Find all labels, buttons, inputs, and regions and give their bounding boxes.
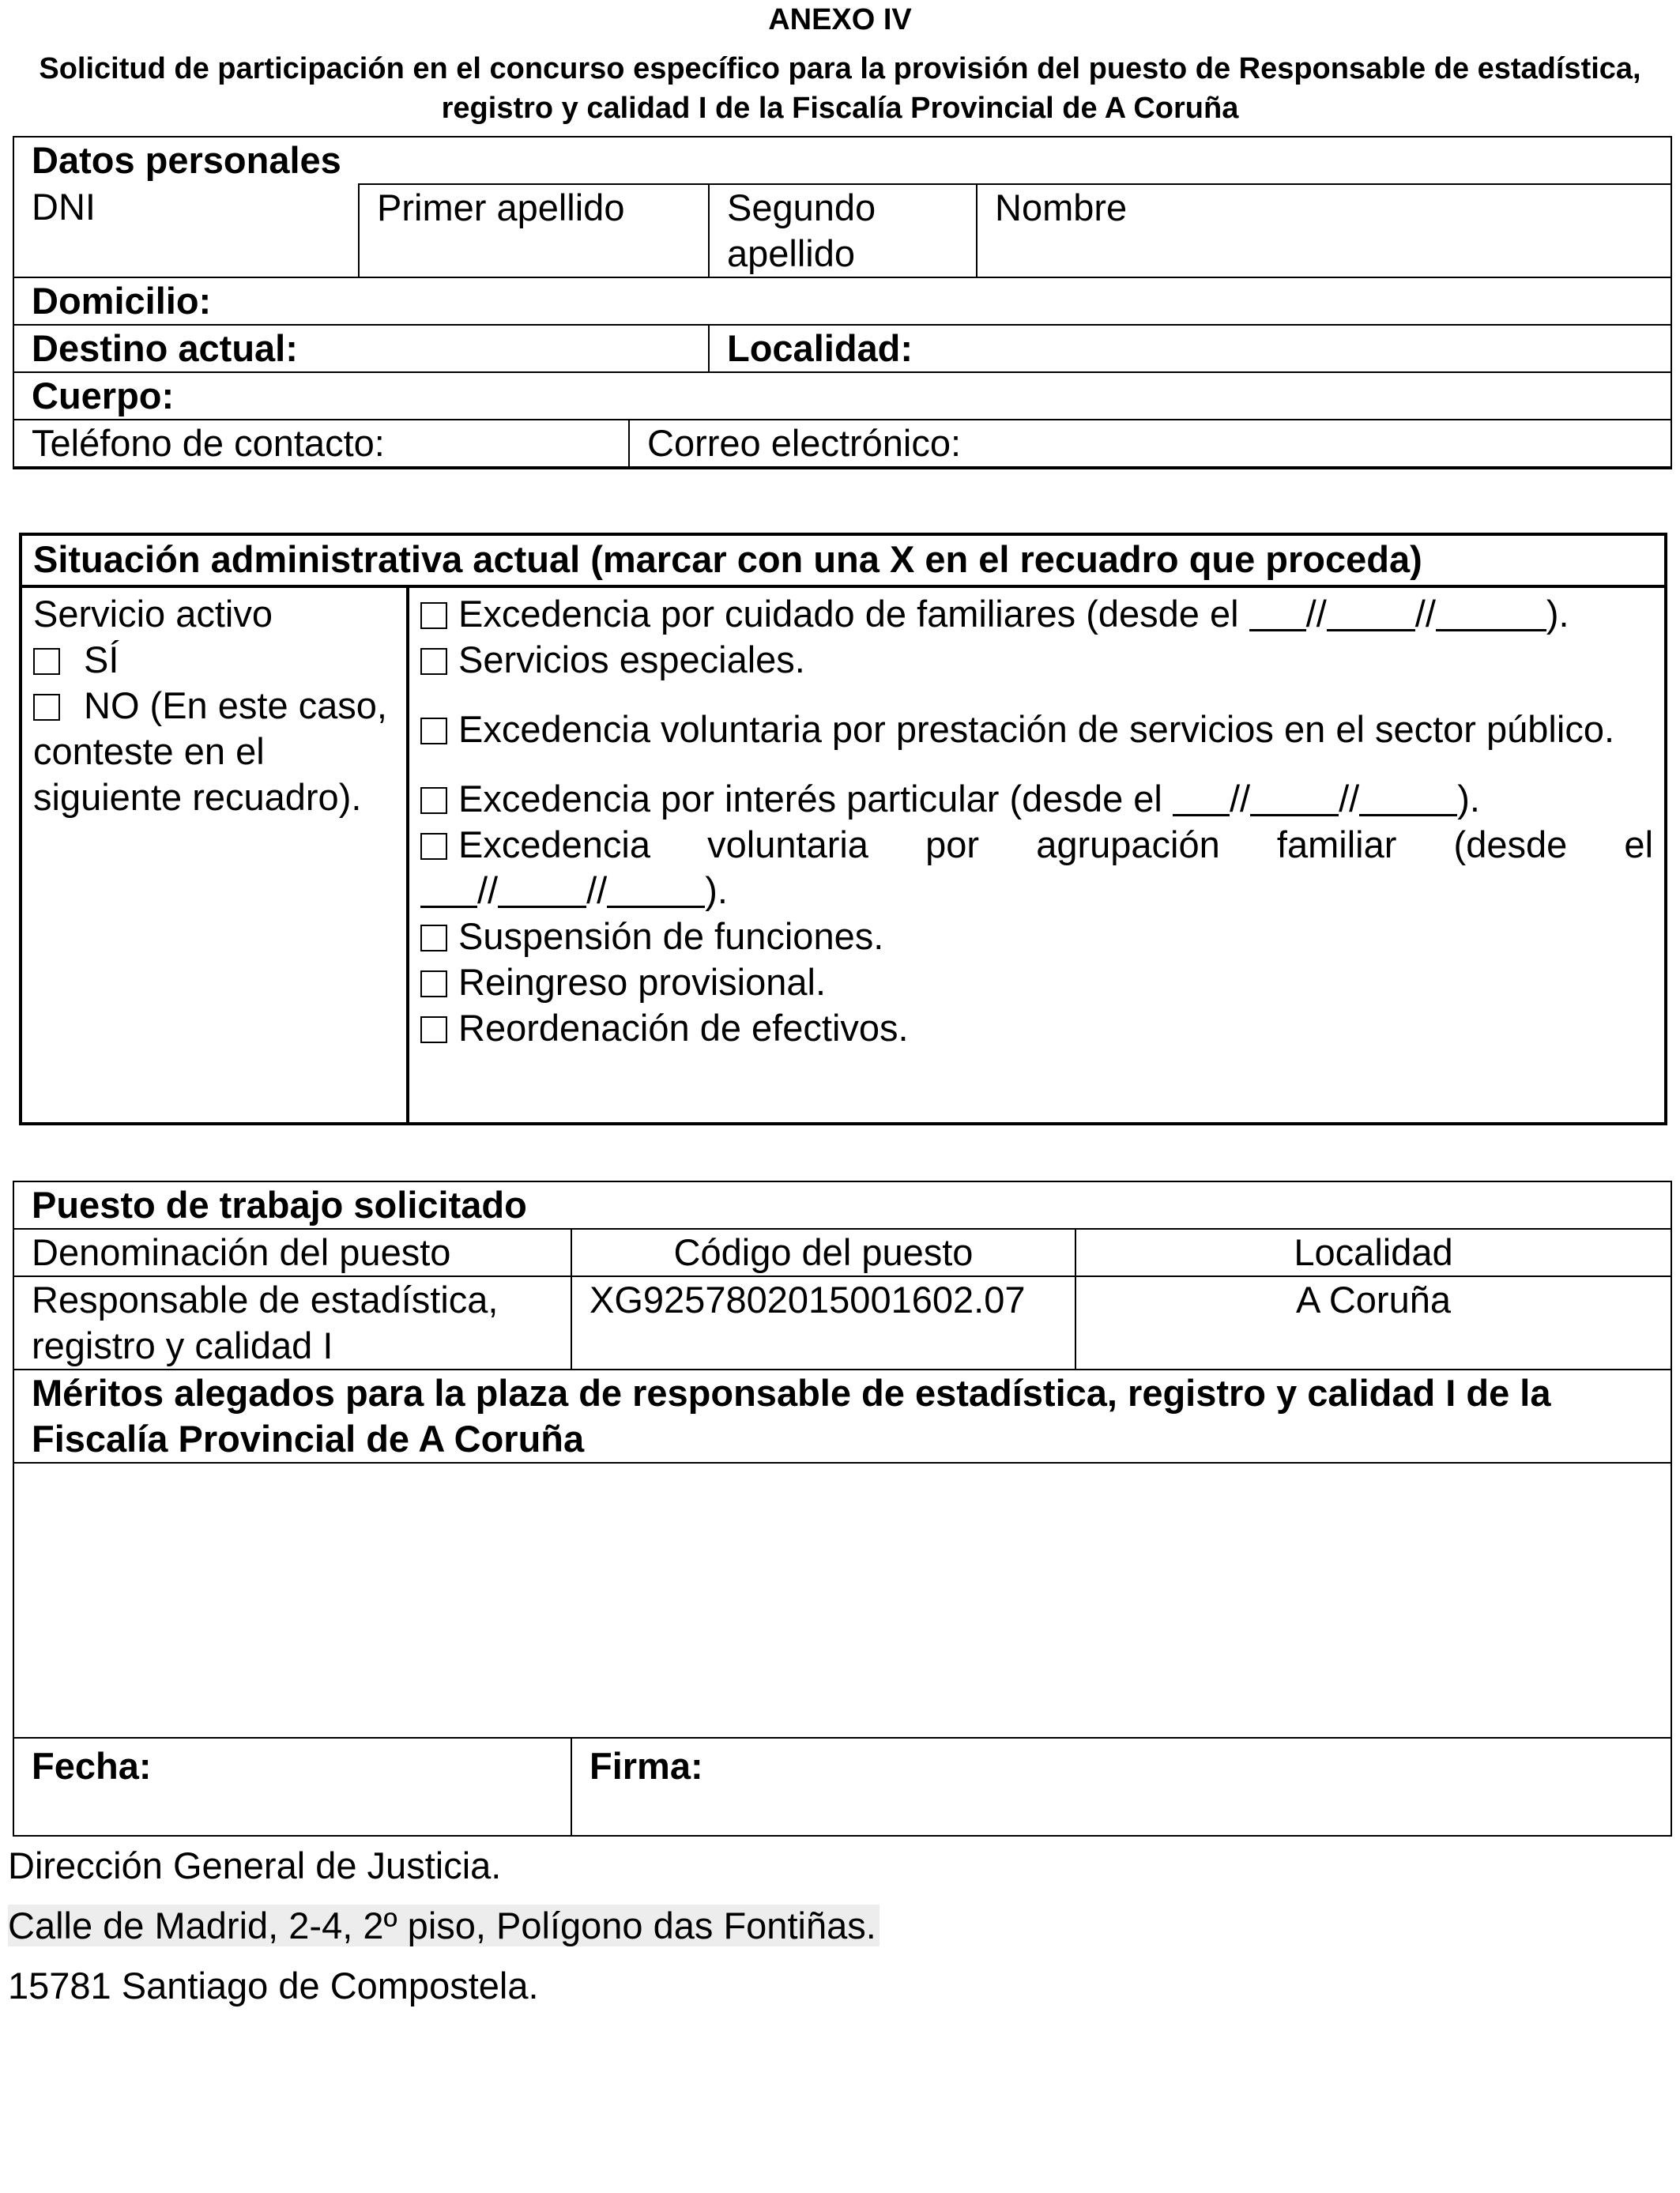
option-special-services[interactable] (420, 637, 1653, 683)
annex-title: ANEXO IV (768, 3, 912, 36)
option-reorganization[interactable] (420, 1005, 1653, 1051)
date-blank[interactable] (1173, 779, 1230, 816)
post-code: XG9257802015001602.07 (571, 1276, 1075, 1370)
date-blank[interactable] (1250, 779, 1339, 816)
option-label: Excedencia voluntaria por agrupación familiar (desde el (458, 823, 1654, 865)
option-label: Reordenación de efectivos. (458, 1007, 909, 1049)
footer-line-2: Calle de Madrid, 2-4, 2º piso, Polígono das Fontiñas. (8, 1905, 880, 1946)
post-denomination: Responsable de estadística, registro y calidad I (13, 1276, 571, 1370)
date-separator: // (1229, 778, 1251, 820)
checkbox-icon[interactable] (420, 718, 447, 744)
second-surname-field[interactable]: Segundo apellido (709, 184, 977, 277)
first-surname-field[interactable]: Primer apellido (359, 184, 709, 277)
option-label: Suspensión de funciones. (458, 915, 884, 957)
date-blank[interactable] (1327, 594, 1415, 631)
no-label: NO (En este caso, conteste en el siguiente recuadro). (33, 684, 387, 818)
date-blank[interactable] (1359, 779, 1457, 816)
status-section-title: Situación administrativa actual (marcar con una X en el recuadro que proceda) (21, 534, 1666, 586)
date-blank[interactable] (420, 871, 477, 908)
option-private-interest[interactable] (420, 776, 1653, 822)
col-header-denomination: Denominación del puesto (13, 1229, 571, 1276)
option-provisional-reentry[interactable] (420, 959, 1653, 1005)
post-section-title: Puesto de trabajo solicitado (13, 1181, 1671, 1229)
date-blank[interactable] (607, 871, 705, 908)
option-family-care[interactable] (420, 591, 1653, 637)
checkbox-icon[interactable] (33, 694, 60, 721)
checkbox-icon[interactable] (420, 833, 447, 860)
locality-field[interactable]: Localidad: (709, 325, 1671, 372)
checkbox-icon[interactable] (420, 925, 447, 951)
option-label: Excedencia por cuidado de familiares (desde el (458, 593, 1239, 635)
date-end: ). (705, 869, 728, 911)
date-separator: // (586, 869, 608, 911)
footer-line-3: 15781 Santiago de Compostela. (8, 1965, 539, 2006)
option-family-grouping[interactable] (420, 822, 1653, 914)
date-separator: // (1339, 778, 1360, 820)
col-header-locality: Localidad (1075, 1229, 1671, 1276)
date-end: ). (1546, 593, 1569, 635)
date-end: ). (1457, 778, 1480, 820)
date-separator: // (477, 869, 499, 911)
active-no-option[interactable] (33, 683, 394, 820)
name-field[interactable]: Nombre (977, 184, 1671, 277)
post-locality: A Coruña (1075, 1276, 1671, 1370)
option-label: Excedencia voluntaria por prestación de servicios en el sector público. (458, 708, 1615, 750)
date-field[interactable]: Fecha: (13, 1738, 571, 1836)
option-label: Excedencia por interés particular (desde el (458, 778, 1162, 820)
active-service-cell (21, 586, 408, 1124)
current-post-field[interactable]: Destino actual: (13, 325, 709, 372)
checkbox-icon[interactable] (420, 648, 447, 675)
option-label: Servicios especiales. (458, 639, 805, 680)
checkbox-icon[interactable] (420, 602, 447, 629)
option-label: Reingreso provisional. (458, 961, 827, 1003)
active-yes-option[interactable] (33, 637, 394, 683)
checkbox-icon[interactable] (420, 970, 447, 997)
requested-post-table (13, 1181, 1672, 1837)
option-voluntary-public-sector[interactable] (420, 707, 1653, 752)
date-blank[interactable] (1436, 594, 1546, 631)
dni-field[interactable]: DNI (13, 184, 359, 277)
checkbox-icon[interactable] (420, 787, 447, 814)
col-header-code: Código del puesto (571, 1229, 1075, 1276)
date-separator: // (1414, 593, 1436, 635)
signature-field[interactable]: Firma: (571, 1738, 1671, 1836)
personal-data-table (13, 136, 1672, 469)
phone-field[interactable]: Teléfono de contacto: (13, 420, 629, 468)
footer-line-1: Dirección General de Justicia. (8, 1844, 502, 1886)
corps-field[interactable]: Cuerpo: (13, 372, 1671, 420)
address-field[interactable]: Domicilio: (13, 277, 1671, 325)
personal-section-title: Datos personales (13, 137, 1671, 184)
checkbox-icon[interactable] (420, 1016, 447, 1043)
option-suspension[interactable] (420, 914, 1653, 959)
administrative-status-table (19, 533, 1667, 1125)
merits-title: Méritos alegados para la plaza de responsable de estadística, registro y calidad I de la Fiscalía Provincial de A Coruña (13, 1370, 1671, 1463)
date-separator: // (1305, 593, 1327, 635)
date-blank[interactable] (1249, 594, 1306, 631)
active-service-label: Servicio activo (33, 593, 273, 635)
yes-label: SÍ (84, 639, 119, 680)
form-subtitle: Solicitud de participación en el concurso específico para la provisión del puesto de Responsable de estadística, registro y calidad I de la Fiscalía Provincial de A Coruña (39, 52, 1641, 125)
checkbox-icon[interactable] (33, 648, 60, 675)
status-options-cell (408, 586, 1666, 1124)
merits-input-area[interactable] (13, 1463, 1671, 1738)
date-blank[interactable] (498, 871, 586, 908)
email-field[interactable]: Correo electrónico: (629, 420, 1671, 468)
